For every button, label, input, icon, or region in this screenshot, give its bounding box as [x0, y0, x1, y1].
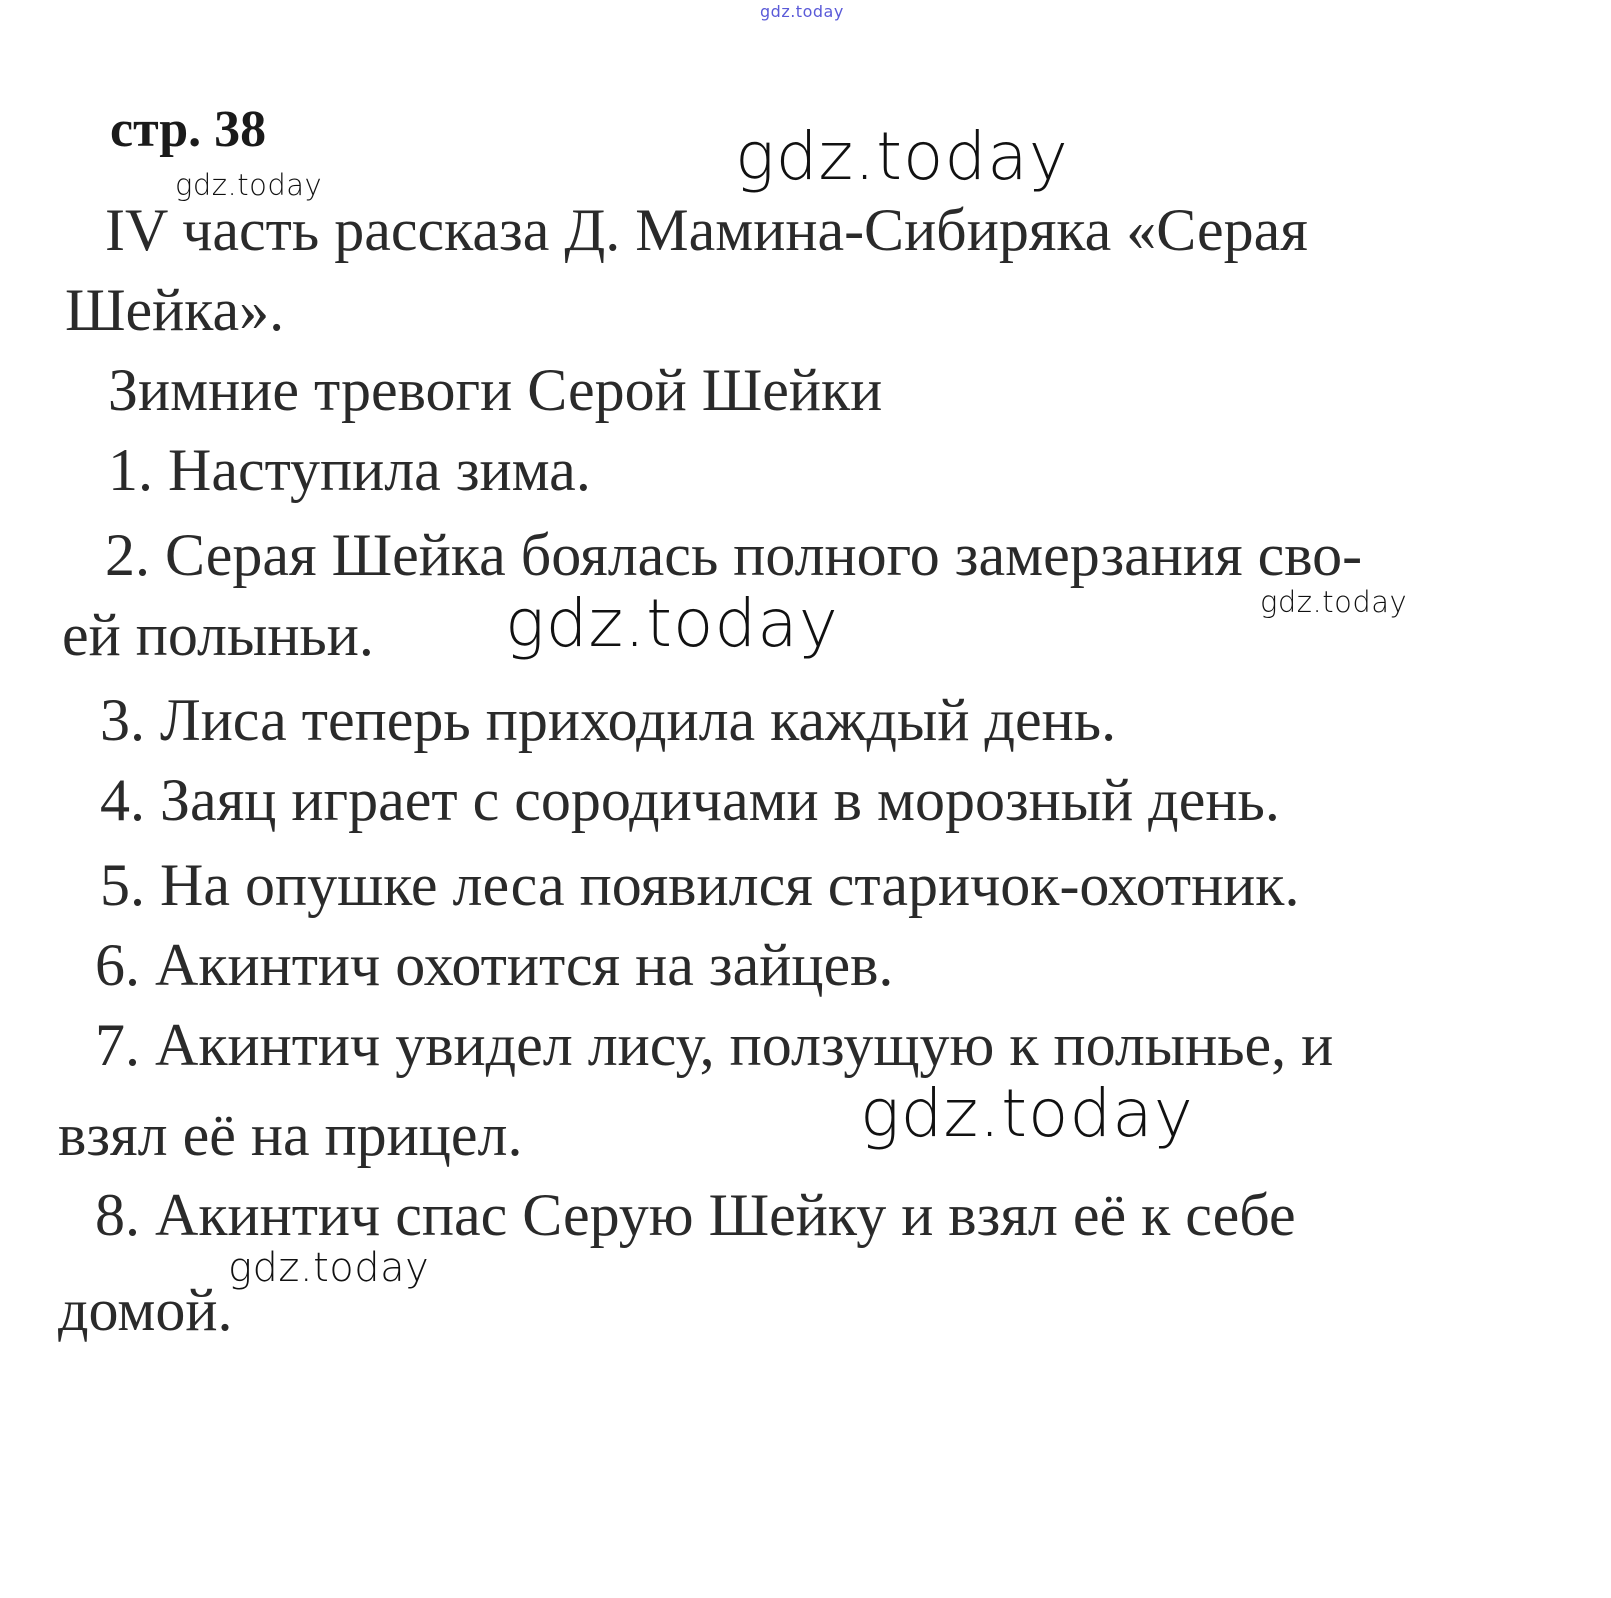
plan-item-6: 6. Акинтич охотится на зайцев. [95, 932, 894, 998]
plan-item-2-continuation: ей полыньи. [62, 602, 374, 668]
watermark-small-top-left: gdz.today [175, 168, 323, 202]
plan-item-8: 8. Акинтич спас Серую Шейку и взял её к себе [95, 1182, 1296, 1248]
plan-title: Зимние тревоги Серой Шейки [108, 357, 883, 423]
watermark-large-top: gdz.today [735, 118, 1069, 195]
plan-item-1: 1. Наступила зима. [108, 437, 591, 503]
page-number: стр. 38 [110, 101, 267, 158]
watermark-large-middle: gdz.today [505, 585, 839, 662]
plan-item-5: 5. На опушке леса появился старичок-охотник. [100, 852, 1300, 918]
plan-item-2: 2. Серая Шейка боялась полного замерзания сво- [105, 522, 1363, 588]
watermark-small-right: gdz.today [1260, 585, 1408, 619]
plan-item-4: 4. Заяц играет с сородичами в морозный день. [100, 767, 1280, 833]
top-watermark: gdz.today [760, 2, 844, 21]
plan-item-7-continuation: взял её на прицел. [58, 1102, 523, 1168]
watermark-small-bottom-left: gdz.today [228, 1245, 430, 1291]
intro-line-1: IV часть рассказа Д. Мамина-Сибиряка «Серая [105, 197, 1308, 263]
intro-line-2: Шейка». [65, 277, 285, 343]
plan-item-8-continuation: домой. [58, 1277, 233, 1343]
plan-item-7: 7. Акинтич увидел лису, ползущую к полынье, и [95, 1012, 1334, 1078]
watermark-large-lower: gdz.today [860, 1075, 1194, 1152]
plan-item-3: 3. Лиса теперь приходила каждый день. [100, 687, 1117, 753]
